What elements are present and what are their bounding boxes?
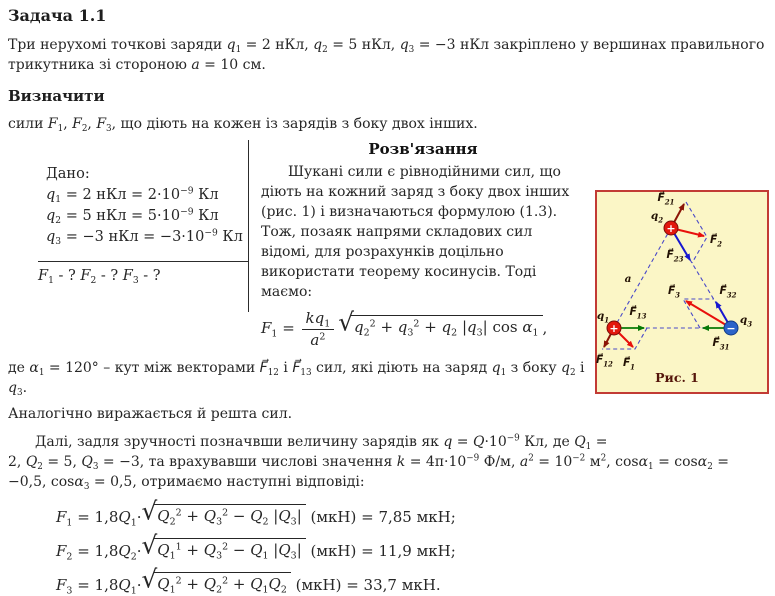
figure-svg [595, 190, 769, 394]
charge-q1-sign: + [609, 322, 619, 335]
label-q3: $q_3$ [739, 314, 753, 329]
label-q2: $q_2$ [650, 210, 664, 225]
answer-formula-f1 [56, 496, 770, 529]
label-q1: $q_1$ [596, 310, 610, 325]
answer-f3-radicand: $Q_1^2 + Q_2^2 + Q_1Q_2$ [154, 572, 291, 594]
label-F13: $F⃗_{13}$ [629, 306, 647, 321]
label-F1: $F⃗_1$ [622, 357, 636, 372]
given-find-line: $F_1$ - ? $F_2$ - ? $F_3$ - ? [38, 261, 248, 284]
answer-formula-f3 [56, 564, 770, 596]
radicand: $q_2^2 + q_3^2 + q_2$ $|q_3|$ $\cos \alpha_1$ [351, 315, 542, 337]
radical-sign: √ [338, 307, 355, 337]
label-F32: $F⃗_{32}$ [719, 285, 737, 300]
solution-section [8, 140, 770, 594]
formula-lhs: $F_1$ = [261, 319, 300, 340]
label-F31: $F⃗_{31}$ [712, 337, 730, 352]
substitution-paragraph-line1: Далі, задля зручності позначвши величину зарядів як $q = Q\cdot 10^{-9}$ Кл, де $Q_1$ = [35, 433, 608, 453]
figure-caption: Рис. 1 [655, 370, 699, 385]
given-line-q3: $q_3 = -3$ нКл = $-3\cdot 10^{-9}$ Кл [46, 228, 243, 248]
answer-f1-radicand: $Q_2^2 + Q_3^2 - Q_2$ $|Q_3|$ [154, 504, 305, 526]
formula-fraction [302, 310, 335, 348]
answer-f2-radicand: $Q_1^1 + Q_3^2 - Q_1$ $|Q_3|$ [154, 538, 305, 560]
figure-1 [595, 190, 769, 394]
charge-q2-sign: + [666, 222, 676, 235]
formula-radical [338, 307, 542, 339]
answer-f3-lhs: $F_3 = 1,8Q_1\cdot$ [56, 575, 142, 596]
answer-f2-result: (мкН) = 11,9 мкН; [305, 541, 456, 560]
fraction-denominator: $a^2$ [310, 330, 326, 349]
answer-f1-radical [141, 496, 306, 528]
given-line-q2: $q_2 = 5$ нКл = $5\cdot 10^{-9}$ Кл [46, 207, 219, 227]
label-F2: $F⃗_2$ [709, 234, 723, 249]
answer-f1-result: (мкН) = 7,85 мкН; [305, 508, 456, 526]
answer-f3-radical [141, 564, 291, 595]
charge-q2 [664, 221, 678, 235]
label-F23: $F⃗_{23}$ [666, 249, 684, 264]
formula-tail: , [542, 319, 548, 337]
analogy-note: Аналогічно виражається й решта сил. [8, 406, 293, 422]
substitution-paragraph-rest: 2, $Q_2 = 5$, $Q_3 = -3$, та врахувавши числові значення $k = 4\pi\cdot 10^{-9}$ Ф/м, $a^2 = 10^{-2}$ $м^2$, cosα$_1$ = cosα$_2$ = −0,5, cosα$_3$ = 0,5, отримаємо наступні відповіді: [8, 453, 730, 493]
charge-q3 [724, 321, 738, 335]
given-label: Дано: [46, 166, 90, 182]
answer-f3-result: (мкН) = 33,7 мкН. [290, 575, 441, 594]
label-F21: $F⃗_{21}$ [657, 192, 675, 207]
answer-f1-lhs: $F_1 = 1,8Q_1\cdot$ [56, 508, 142, 529]
radical-sign: √ [141, 496, 158, 526]
label-F3: $F⃗_3$ [667, 285, 681, 300]
figure-frame [596, 191, 768, 393]
solution-heading: Розв'язання [368, 140, 478, 158]
given-box [8, 140, 249, 312]
fraction-numerator: $kq_1$ [302, 310, 335, 330]
find-statement: сили $F_1$, $F_2$, $F_3$, що діють на кожен із зарядів з боку двох інших. [8, 116, 478, 135]
problem-statement: Три нерухомі точкові заряди $q_1 = 2$ нКл, $q_2 = 5$ нКл, $q_3 = -3$ нКл закріплено у вершинах правильного трикутника зі стороною a = 10 см. [8, 37, 765, 73]
find-heading: Визначити [8, 87, 105, 105]
answer-f2-radical [141, 530, 306, 562]
radical-sign: √ [141, 564, 158, 594]
answer-f2-lhs: $F_2 = 1,8Q_2\cdot$ [56, 541, 142, 563]
alpha-angle-note: де $\alpha_1 = 120^\circ$ – кут між векторами $F⃗_{12}$ і $F⃗_{13}$ сил, які діють на заряд $q_1$ з боку $q_2$ і $q_3$. [8, 360, 585, 399]
solution-paragraph: Шукані сили є рівнодійними сил, що діють на кожний заряд з боку двох інших (рис. 1) і визначаються формулою (1.3). Тож, позаяк напрями складових сил відомі, для розрахунків доцільно використати теорему косинусів. Тоді маємо: [261, 164, 570, 300]
charge-q3-sign: − [726, 322, 736, 335]
given-line-q1: $q_1 = 2$ нКл = $2\cdot 10^{-9}$ Кл [46, 186, 219, 206]
page-title: Задача 1.1 [8, 6, 107, 25]
label-side-a: a [624, 273, 632, 285]
answer-formula-f2 [56, 530, 770, 563]
label-F12: $F⃗_{12}$ [596, 354, 613, 369]
radical-sign: √ [141, 530, 158, 560]
